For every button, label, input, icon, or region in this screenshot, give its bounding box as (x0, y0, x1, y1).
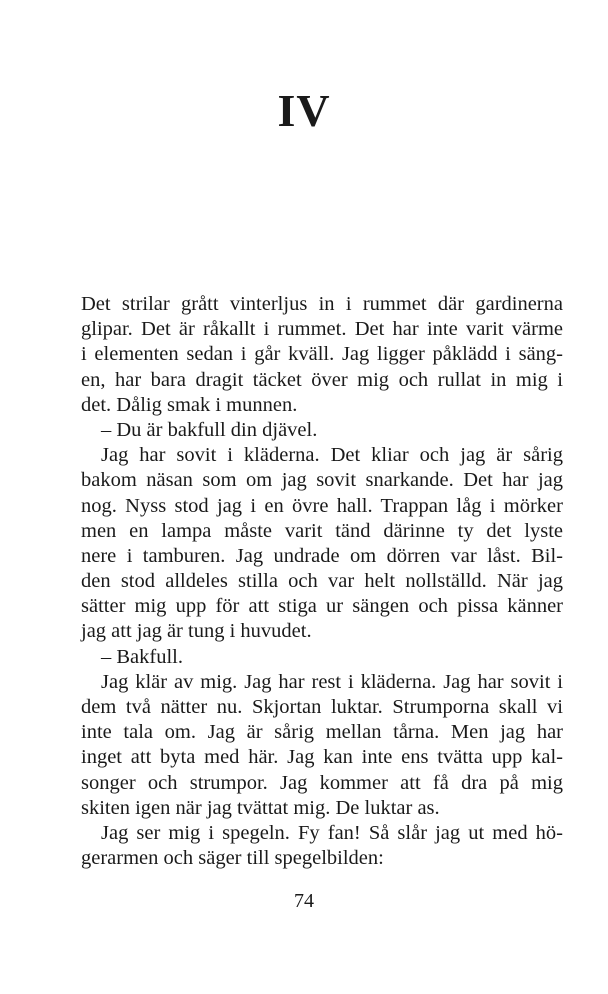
text-line: den stod alldeles stilla och var helt nollställd. När jag (81, 570, 563, 593)
text-line: nog. Nyss stod jag i en övre hall. Trappan låg i mörker (81, 494, 563, 517)
page-number: 74 (294, 890, 314, 912)
text-line: nere i tamburen. Jag undrade om dörren var låst. Bil- (81, 544, 563, 567)
text-line: Jag klär av mig. Jag har rest i kläderna. Jag har sovit i (101, 670, 563, 693)
text-line: – Du är bakfull din djävel. (101, 418, 318, 441)
text-line: en, har bara dragit täcket över mig och rullat in mig i (81, 368, 563, 391)
text-line: gerarmen och säger till spegelbilden: (81, 847, 384, 870)
text-line: glipar. Det är råkallt i rummet. Det har inte varit värme (81, 318, 563, 341)
text-line: dem två nätter nu. Skjortan luktar. Strumporna skall vi (81, 696, 563, 718)
text-line: inte tala om. Jag är sårig mellan tårna. Men jag har (81, 721, 563, 744)
text-line: Det strilar grått vinterljus in i rummet där gardinerna (81, 293, 563, 315)
text-line: Jag ser mig i spegeln. Fy fan! Så slår jag ut med hö- (101, 821, 563, 844)
text-line: jag att jag är tung i huvudet. (81, 620, 312, 643)
chapter-title: IV (277, 85, 331, 136)
text-line: songer och strumpor. Jag kommer att få dra på mig (81, 771, 563, 794)
text-line: inget att byta med här. Jag kan inte ens tvätta upp kal- (81, 746, 563, 769)
text-line: men en lampa måste varit tänd därinne ty det lyste (81, 519, 563, 542)
text-line: bakom näsan som om jag sovit snarkande. Det har jag (81, 469, 563, 492)
text-line: det. Dålig smak i munnen. (81, 393, 298, 416)
text-line: Jag har sovit i kläderna. Det kliar och jag är sårig (101, 444, 563, 467)
text-line: i elementen sedan i går kväll. Jag ligger påklädd i säng- (81, 343, 563, 366)
text-line: sätter mig upp för att stiga ur sängen och pissa känner (81, 595, 563, 618)
text-line: – Bakfull. (101, 645, 183, 668)
text-line: skiten igen när jag tvättat mig. De luktar as. (81, 796, 440, 819)
body-text (81, 292, 563, 871)
